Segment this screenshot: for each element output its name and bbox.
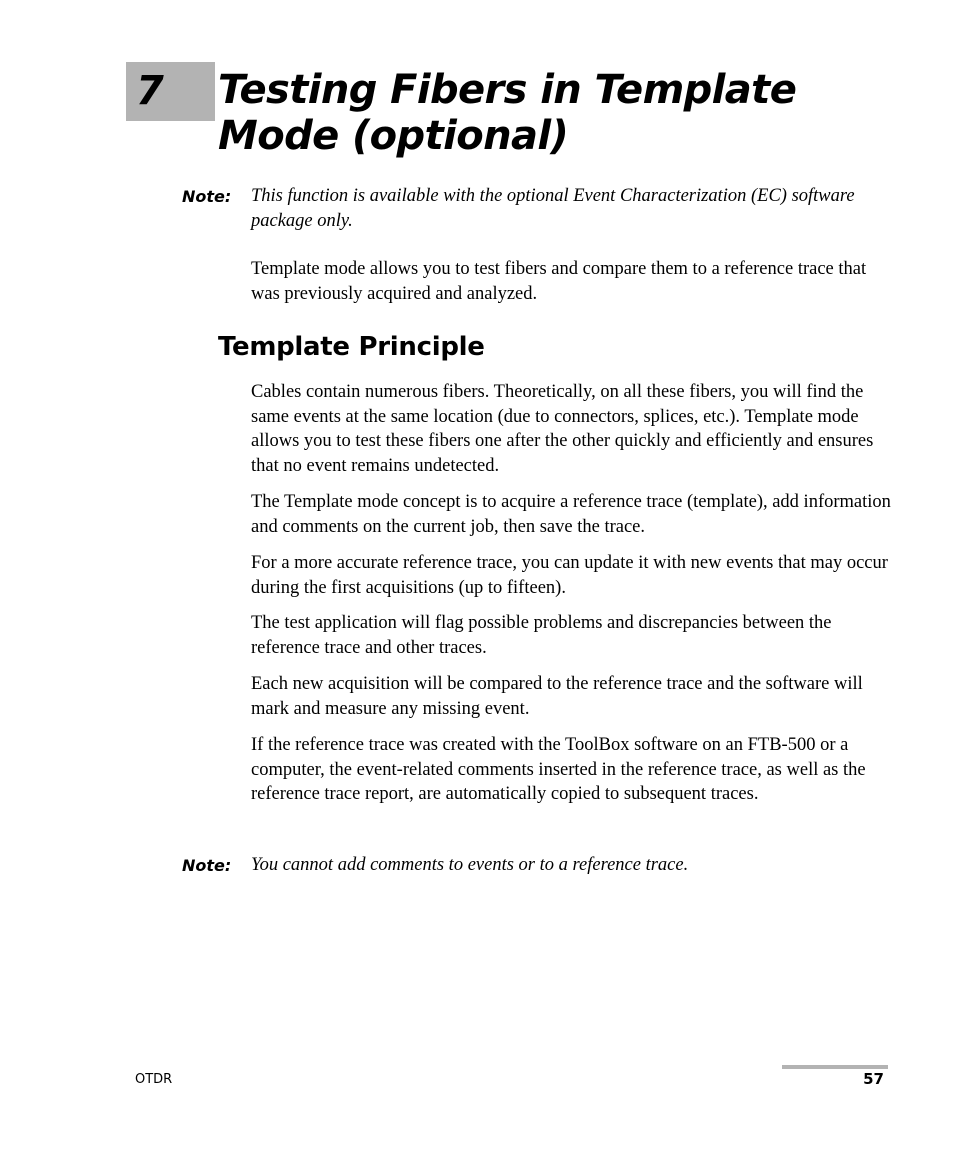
chapter-title: Testing Fibers in Template Mode (optional) — [218, 67, 797, 159]
body-paragraph: For a more accurate reference trace, you can update it with new events that may occur during the first acquisitions (up to fifteen). — [251, 553, 888, 598]
note-availability — [182, 184, 882, 234]
body-paragraph: The Template mode concept is to acquire a reference trace (template), add information and comments on the current job, then save the trace. — [251, 492, 891, 537]
body-paragraph: Each new acquisition will be compared to the reference trace and the software will mark and measure any missing event. — [251, 674, 863, 719]
chapter-number: 7 — [136, 68, 164, 114]
note-label: Note: — [182, 856, 232, 875]
body-paragraph: The test application will flag possible problems and discrepancies between the reference trace and other traces. — [251, 613, 832, 658]
section-heading: Template Principle — [218, 332, 485, 362]
footer-rule — [782, 1065, 888, 1069]
page-number: 57 — [863, 1070, 884, 1088]
body-paragraph: If the reference trace was created with the ToolBox software on an FTB-500 or a computer, the event-related comments inserted in the reference trace, as well as the reference trace report, are automatically copied to subsequent traces. — [251, 735, 866, 804]
body-paragraph: Cables contain numerous fibers. Theoretically, on all these fibers, you will find the same events at the same location (due to connectors, splices, etc.). Template mode allows you to test these fibers one after the other quickly and efficiently and ensures that no event remains undetected. — [251, 382, 874, 476]
footer-product-name: OTDR — [135, 1072, 173, 1087]
intro-paragraph: Template mode allows you to test fibers and compare them to a reference trace that was previously acquired and analyzed. — [251, 259, 867, 304]
note-label: Note: — [182, 187, 232, 206]
note-text: You cannot add comments to events or to a reference trace. — [251, 855, 689, 875]
note-text: This function is available with the optional Event Characterization (EC) software package only. — [251, 186, 855, 231]
note-comments — [182, 853, 882, 878]
